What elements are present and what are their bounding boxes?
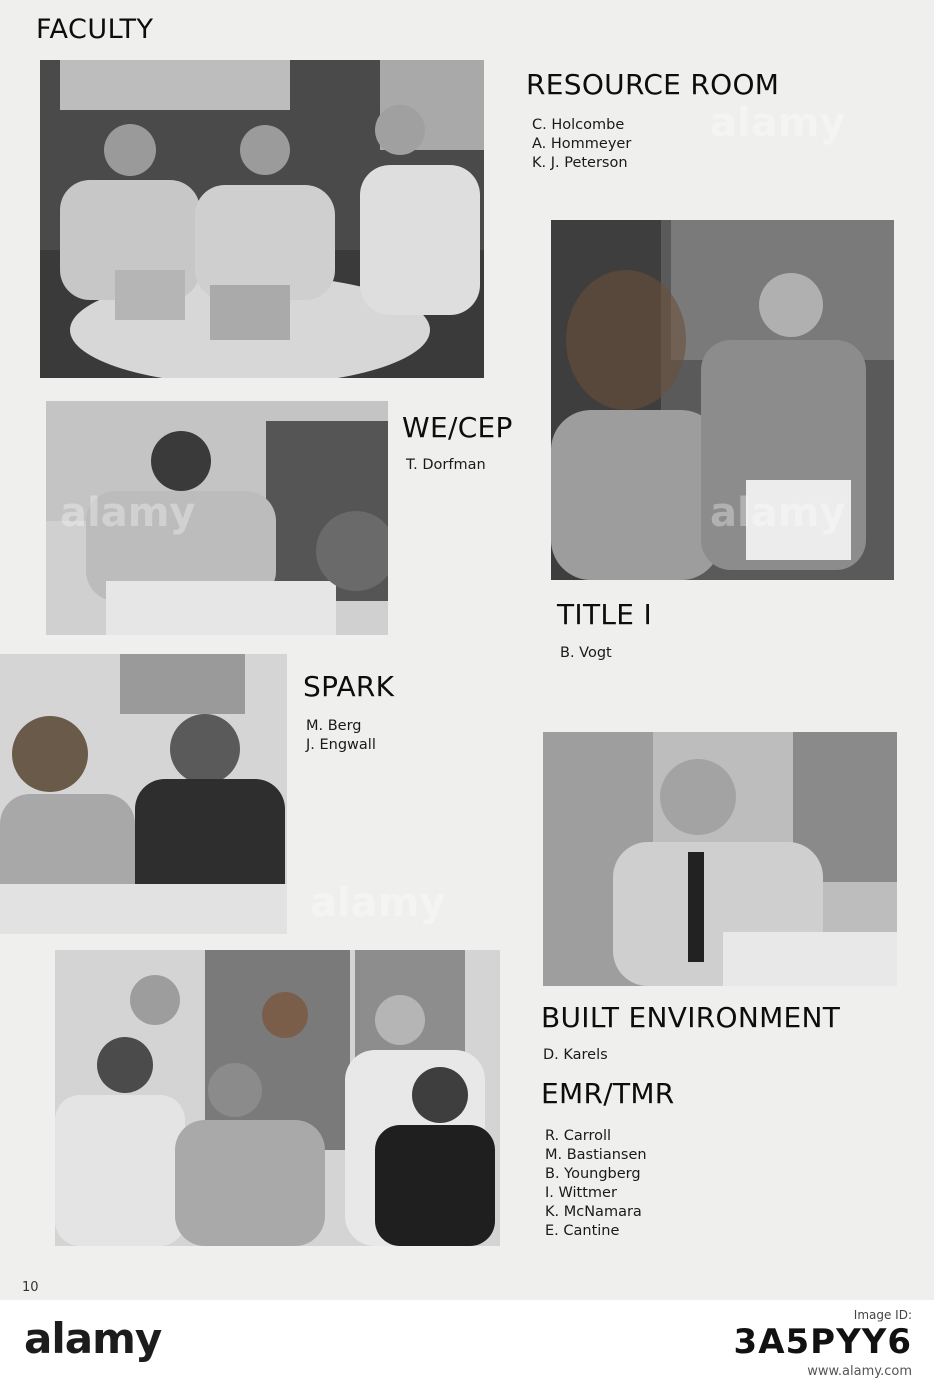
- resource-room-photo: [40, 60, 484, 378]
- page-number: 10: [22, 1280, 39, 1295]
- spark-heading: SPARK: [303, 670, 395, 703]
- name-line: T. Dorfman: [406, 457, 486, 473]
- resource-room-names: [532, 116, 631, 173]
- stock-footer: [0, 1300, 934, 1390]
- watermark-logo: alamy: [60, 490, 196, 536]
- title-i-photo: [551, 220, 894, 580]
- watermark-logo: alamy: [310, 880, 446, 926]
- spark-photo: [0, 654, 287, 934]
- name-line: M. Berg: [306, 718, 362, 734]
- name-line: B. Youngberg: [545, 1166, 641, 1182]
- emr-tmr-names: [545, 1127, 647, 1241]
- built-environment-names: [543, 1046, 608, 1065]
- built-environment-photo: [543, 732, 897, 986]
- alamy-url: www.alamy.com: [807, 1364, 912, 1379]
- name-line: I. Wittmer: [545, 1185, 617, 1201]
- watermark-logo: alamy: [710, 100, 846, 146]
- name-line: A. Hommeyer: [532, 136, 632, 152]
- image-id-block: [734, 1308, 912, 1362]
- name-line: R. Carroll: [545, 1128, 612, 1144]
- name-line: E. Cantine: [545, 1223, 620, 1239]
- built-environment-heading: BUILT ENVIRONMENT: [541, 1001, 841, 1034]
- name-line: D. Karels: [543, 1047, 608, 1063]
- title-i-heading: TITLE I: [557, 598, 653, 631]
- alamy-logo: alamy: [24, 1314, 162, 1363]
- name-line: K. McNamara: [545, 1204, 642, 1220]
- emr-tmr-photo: [55, 950, 500, 1246]
- name-line: M. Bastiansen: [545, 1147, 647, 1163]
- page-title: FACULTY: [36, 14, 154, 45]
- we-cep-names: [406, 456, 486, 475]
- resource-room-heading: RESOURCE ROOM: [526, 68, 780, 101]
- spark-names: [306, 717, 376, 755]
- title-i-names: [560, 644, 612, 663]
- name-line: J. Engwall: [306, 737, 376, 753]
- we-cep-heading: WE/CEP: [402, 411, 513, 444]
- image-id-label: Image ID:: [853, 1308, 912, 1322]
- name-line: C. Holcombe: [532, 117, 625, 133]
- emr-tmr-heading: EMR/TMR: [541, 1077, 675, 1110]
- name-line: K. J. Peterson: [532, 155, 628, 171]
- watermark-logo: alamy: [710, 490, 846, 536]
- image-id: 3A5PYY6: [733, 1322, 912, 1362]
- name-line: B. Vogt: [560, 645, 612, 661]
- we-cep-photo: [46, 401, 388, 635]
